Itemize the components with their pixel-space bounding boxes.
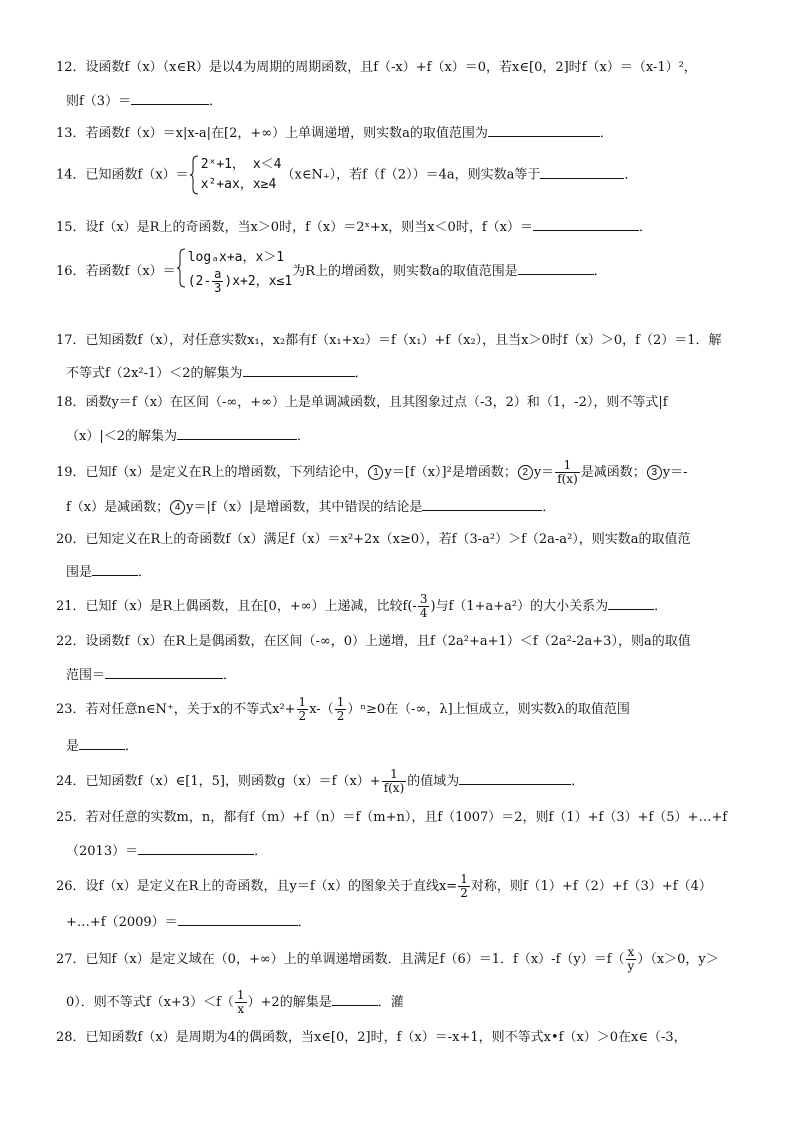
answer-blank-21[interactable] xyxy=(608,595,654,610)
answer-blank-24[interactable] xyxy=(459,770,571,785)
answer-blank-17[interactable] xyxy=(243,362,355,377)
fraction-1-over-2: $\frac{1}{2}$ xyxy=(336,695,345,723)
problem-12-line-1: 12．设函数f（x）（x∈R）是以4为周期的周期函数，且f（-x）+f（x）＝0，若x∈[0，2]时f（x）＝（x-1）²， xyxy=(56,60,697,75)
answer-blank-19[interactable] xyxy=(422,496,542,511)
problem-15: 15．设f（x）是R上的奇函数，当x＞0时，f（x）＝2ˣ+x，则当x＜0时，f（x）＝ ． xyxy=(56,216,754,238)
problem-25-line-2: （2013）＝ ． xyxy=(66,840,754,862)
answer-blank-26[interactable] xyxy=(178,911,298,926)
fraction-a-over-3: $\frac{a}{3}$ xyxy=(214,267,222,295)
problem-17-line-1: 17．已知函数f（x），对任意实数x₁，x₂都有f（x₁+x₂）＝f（x₁）+f（x₂），且当x＞0时f（x）＞0，f（2）＝1．解 xyxy=(56,333,722,348)
problem-22-line-1: 22．设函数f（x）在R上是偶函数，在区间（-∞，0）上递增，且f（2a²+a+1）＜f（2a²-2a+3），则a的取值 xyxy=(56,634,691,649)
answer-blank-22[interactable] xyxy=(105,664,223,679)
circled-number-1: 1 xyxy=(368,465,383,480)
problem-14: 14．已知函数f（x）＝ 2ˣ+1， x＜4 x²+ax，x≥4 （x∈N₊），若f（f（2））＝4a，则实数a等于 ． xyxy=(56,155,754,195)
problem-20-line-2: 围是 ． xyxy=(66,561,754,583)
answer-blank-27[interactable] xyxy=(332,991,378,1006)
fraction-1-over-fx: $\frac{1}{f(x)}$ xyxy=(383,767,405,795)
problem-22-line-2: 范围＝ ． xyxy=(66,664,754,686)
fraction-1-over-2: $\frac{1}{2}$ xyxy=(298,695,307,723)
answer-blank-18[interactable] xyxy=(177,425,297,440)
answer-blank-14[interactable] xyxy=(540,164,624,179)
problem-23-line-2: 是 ． xyxy=(66,735,754,757)
answer-blank-25[interactable] xyxy=(138,840,254,855)
problem-23-line-1: 23．若对任意n∈N⁺，关于x的不等式x²+ $\frac{1}{2}$ x-（ $\frac{1}{2}$ ）ⁿ≥0在（-∞，λ]上恒成立，则实数λ的取值范围 xyxy=(56,695,630,723)
problem-17-line-2: 不等式f（2x²-1）＜2的解集为 ． xyxy=(66,362,754,384)
fraction-1-over-2: $\frac{1}{2}$ xyxy=(460,872,468,900)
fraction-1-over-x: $\frac{1}{x}$ xyxy=(236,988,245,1016)
fraction-x-over-y: $\frac{x}{y}$ xyxy=(627,945,635,973)
problem-28-line-1: 28．已知函数f（x）是周期为4的偶函数，当x∈[0，2]时，f（x）＝-x+1，则不等式x•f（x）＞0在x∈（-3， xyxy=(56,1030,687,1045)
problem-27-line-2: 0）．则不等式f（x+3）＜f（ $\frac{1}{x}$ ）+2的解集是 ．灌 xyxy=(66,988,404,1016)
problem-18-line-1: 18．函数y＝f（x）在区间（-∞，+∞）上是单调减函数，且其图象过点（-3，2）和（1，-2），则不等式|f xyxy=(56,395,668,410)
problem-19-line-2: f（x）是减函数； 4 y＝|f（x）|是增函数，其中错误的结论是 ． xyxy=(66,496,754,518)
fraction-3-over-4: $\frac{3}{4}$ xyxy=(419,592,428,620)
problem-21: 21．已知f（x）是R上偶函数，且在[0，+∞）上递减，比较f(- $\frac{3}{4}$ )与f（1+a+a²）的大小关系为 ． xyxy=(56,592,668,620)
brace-icon xyxy=(189,155,199,195)
problem-27-line-1: 27．已知f（x）是定义域在（0，+∞）上的单调递增函数．且满足f（6）＝1．f（x）-f（y）＝f（ $\frac{x}{y}$ ）（x＞0，y＞ xyxy=(56,945,719,973)
piecewise-16: logₐx+a，x＞1 (2- $\frac{a}{3}$ )x+2，x≤1 xyxy=(176,248,293,295)
problem-12-line-2: 则f（3）＝ ． xyxy=(66,90,754,112)
problem-20-line-1: 20．已知定义在R上的奇函数f（x）满足f（x）＝x²+2x（x≥0），若f（3-a²）＞f（2a-a²），则实数a的取值范 xyxy=(56,532,691,547)
answer-blank-20[interactable] xyxy=(92,561,138,576)
problem-24: 24．已知函数f（x）∈[1，5]，则函数g（x）＝f（x）+ $\frac{1}{f(x)}$ 的值域为 ． xyxy=(56,767,585,795)
problem-16: 16．若函数f（x）＝ logₐx+a，x＞1 (2- $\frac{a}{3}$ )x+2，x≤1 为R上的增函数，则实数a的取值范围是 ． xyxy=(56,250,607,295)
problem-19-line-1: 19．已知f（x）是定义在R上的增函数，下列结论中， 1 y＝[f（x）]²是增函数； 2 y＝ $\frac{1}{f(x)}$ 是减函数； 3 y＝- xyxy=(56,458,688,486)
problem-13: 13．若函数f（x）＝x|x-a|在[2，+∞）上单调递增，则实数a的取值范围为 ． xyxy=(56,122,754,144)
problem-18-line-2: （x）|＜2的解集为 ． xyxy=(66,425,754,447)
problem-26-line-1: 26．设f（x）是定义在R上的奇函数，且y＝f（x）的图象关于直线x= $\frac{1}{2}$ 对称，则f（1）+f（2）+f（3）+f（4） xyxy=(56,872,712,900)
circled-number-3: 3 xyxy=(647,465,662,480)
answer-blank-13[interactable] xyxy=(488,122,600,137)
brace-icon xyxy=(176,248,186,288)
answer-blank-16[interactable] xyxy=(518,260,594,275)
piecewise-14: 2ˣ+1， x＜4 x²+ax，x≥4 xyxy=(189,155,282,195)
answer-blank-23[interactable] xyxy=(79,735,125,750)
problem-25-line-1: 25．若对任意的实数m，n，都有f（m）+f（n）＝f（m+n），且f（1007）＝2，则f（1）+f（3）+f（5）+…+f xyxy=(56,810,728,825)
answer-blank-12[interactable] xyxy=(131,90,209,105)
circled-number-2: 2 xyxy=(518,465,533,480)
fraction-1-over-fx: $\frac{1}{f(x)}$ xyxy=(557,458,578,486)
answer-blank-15[interactable] xyxy=(533,216,639,231)
problem-26-line-2: +…+f（2009）＝ ． xyxy=(66,911,754,933)
circled-number-4: 4 xyxy=(170,500,185,515)
